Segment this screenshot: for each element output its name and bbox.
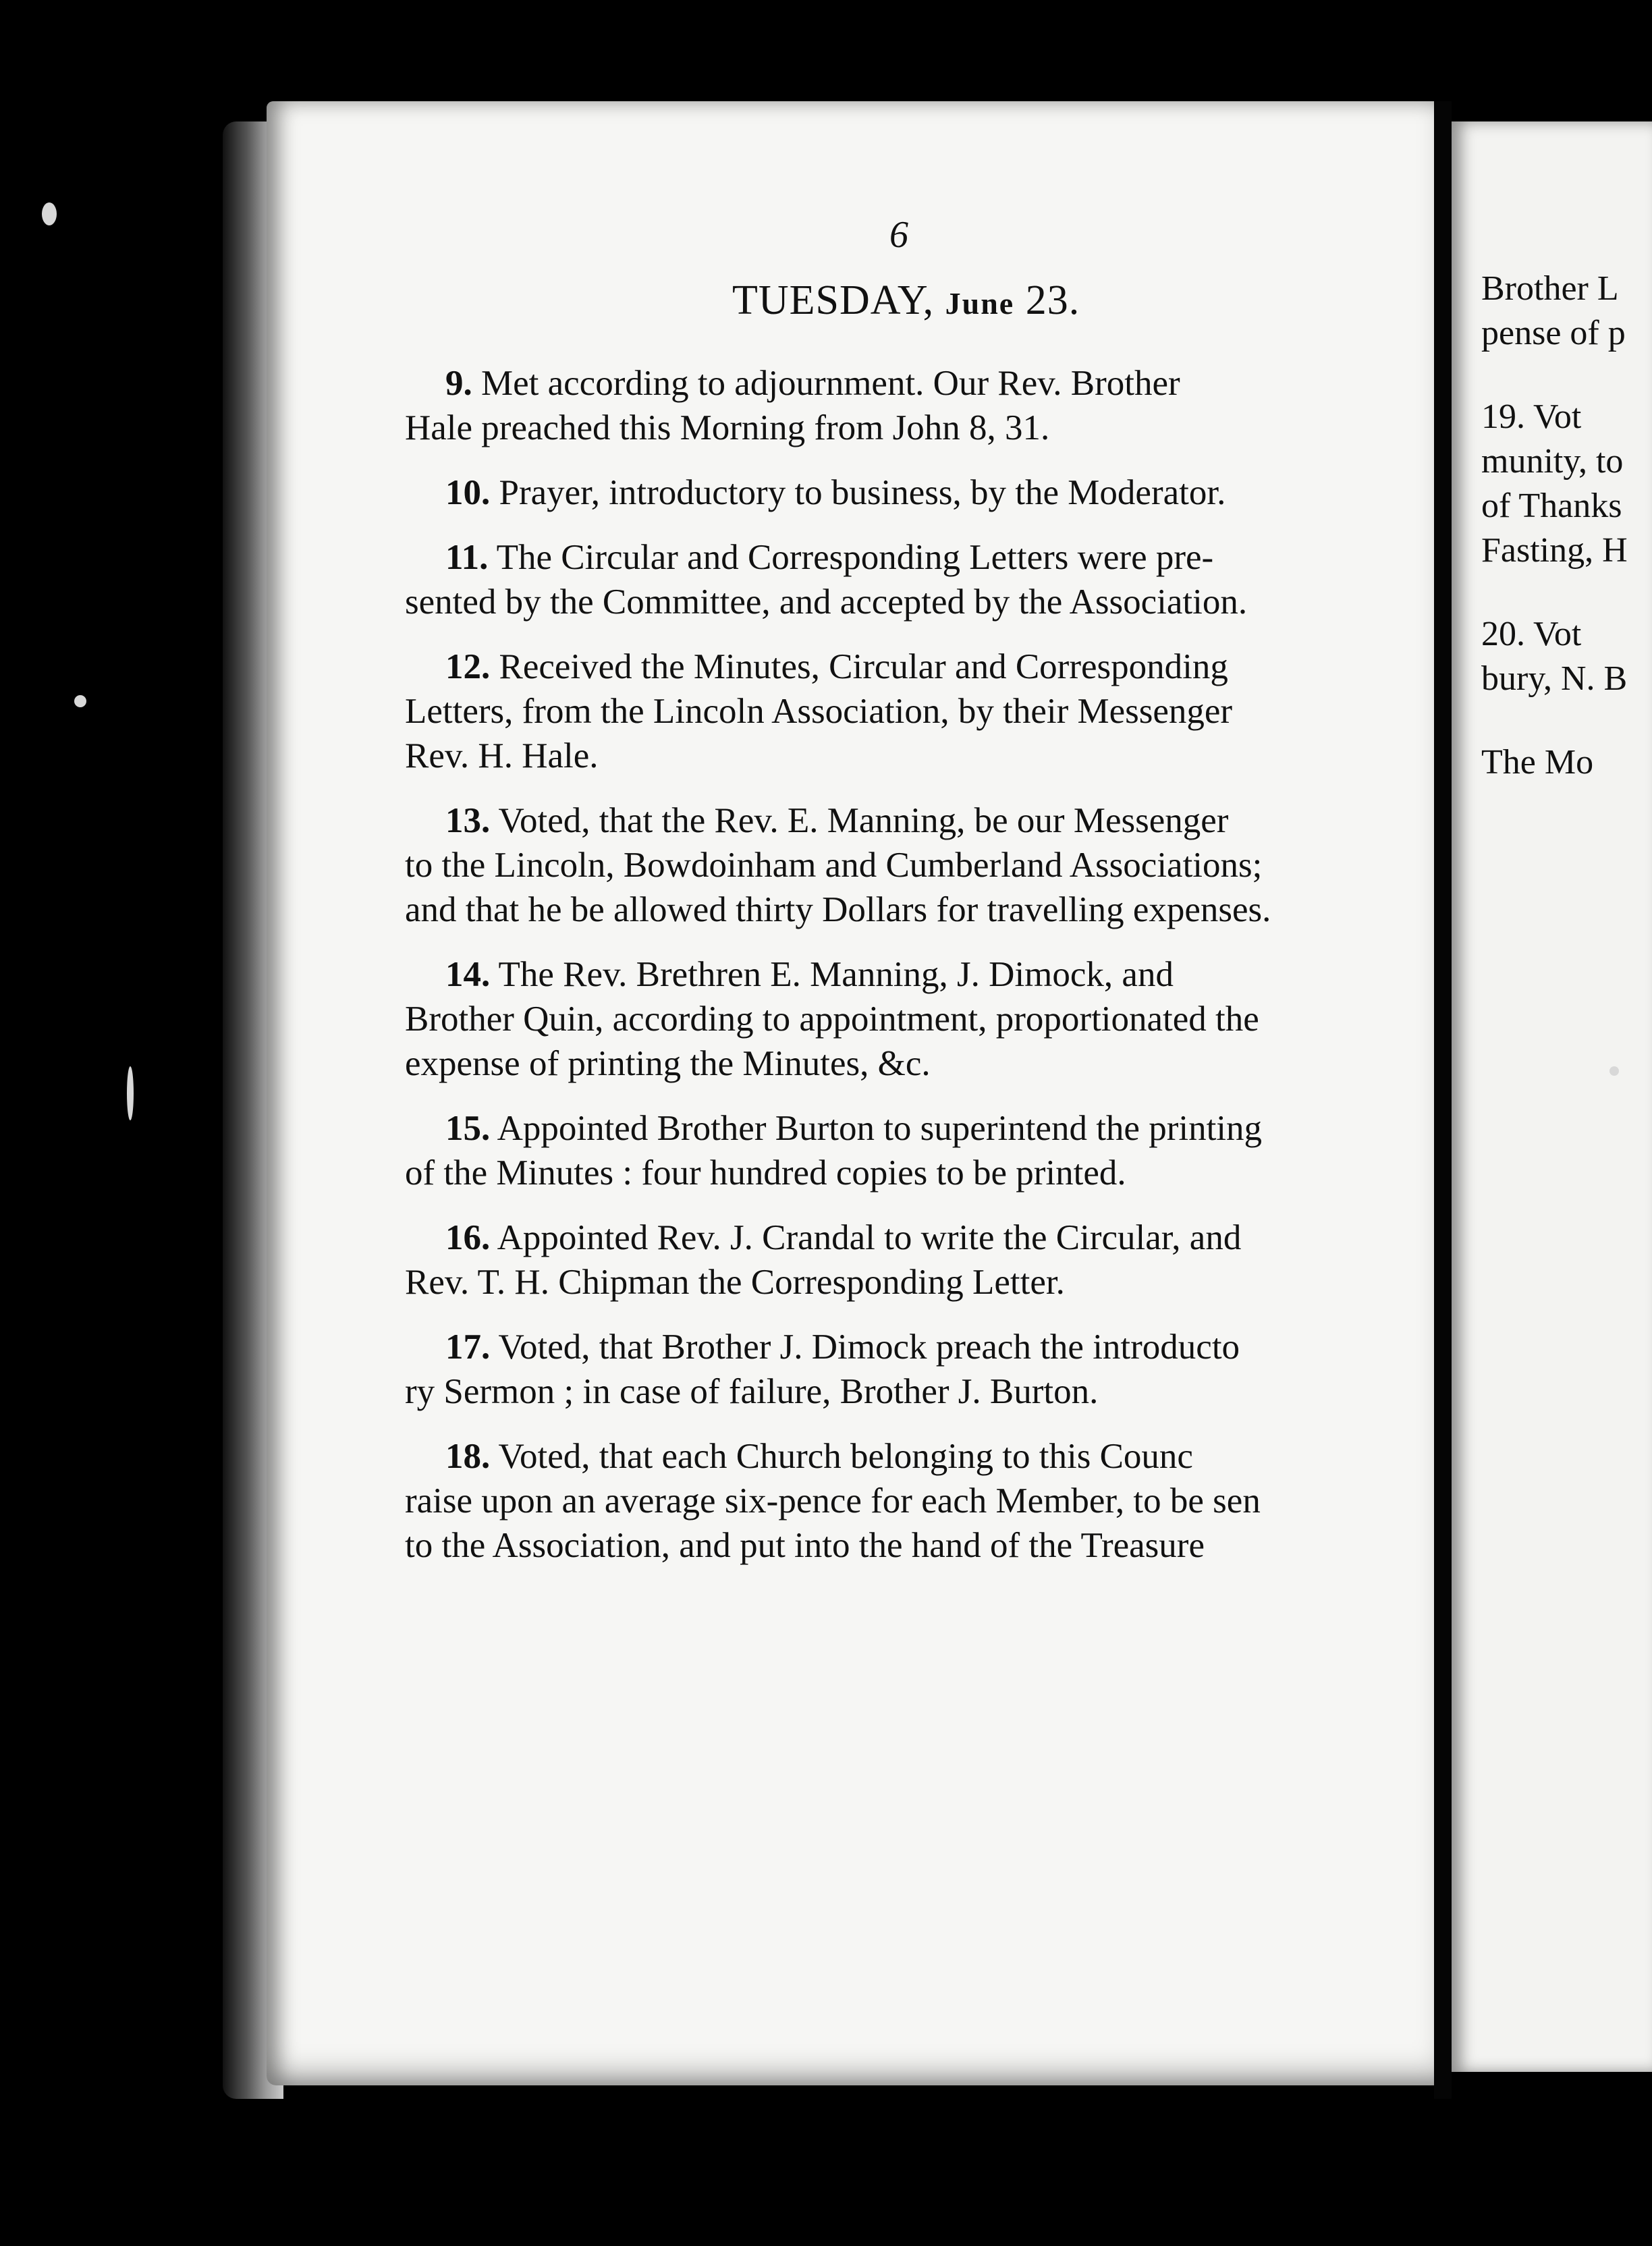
entry-text: Voted, that Brother J. Dimock preach the introducto (498, 1327, 1240, 1367)
facing-line: 20. Vot (1481, 615, 1582, 653)
entry-line (405, 1479, 1424, 1523)
entry-text: The Rev. Brethren E. Manning, J. Dimock, and (498, 955, 1174, 994)
entry-line (405, 406, 1424, 450)
entry-text: Brother Quin, according to appointment, proportionated the (405, 999, 1259, 1039)
entry-line (405, 1369, 1424, 1414)
entry-line (405, 843, 1424, 887)
entry-number: 14. (445, 955, 491, 994)
entry-text: Voted, that the Rev. E. Manning, be our Messenger (498, 801, 1229, 840)
entry-text: Appointed Brother Burton to superintend the printing (497, 1109, 1263, 1148)
entry-line (405, 535, 1424, 580)
minute-entry (405, 361, 1424, 450)
entry-text: to the Association, and put into the hand of the Treasure (405, 1526, 1205, 1565)
minute-entry (405, 952, 1424, 1086)
minute-entry (405, 798, 1424, 932)
minute-entry (405, 535, 1424, 624)
entry-number: 18. (445, 1437, 491, 1476)
entry-line (405, 361, 1424, 406)
entry-line (405, 645, 1424, 689)
dust-speck (42, 202, 57, 225)
facing-gap (1481, 356, 1652, 395)
page-heading (732, 277, 1080, 325)
book-gutter (1434, 101, 1452, 2099)
entry-line (405, 952, 1424, 997)
entry-line (405, 1041, 1424, 1086)
facing-page-text (1481, 267, 1652, 785)
entry-number: 13. (445, 801, 491, 840)
entry-line (405, 580, 1424, 624)
page-number: 6 (889, 214, 908, 256)
minutes-entries (405, 361, 1424, 1588)
entry-line (405, 689, 1424, 734)
entry-text: and that he be allowed thirty Dollars for travelling expenses. (405, 890, 1271, 929)
facing-line: pense of p (1481, 314, 1626, 352)
entry-line (405, 798, 1424, 843)
entry-text: Rev. T. H. Chipman the Corresponding Letter. (405, 1263, 1065, 1302)
entry-text: Met according to adjournment. Our Rev. Brother (481, 364, 1180, 403)
entry-number: 10. (445, 473, 491, 512)
entry-line (405, 1215, 1424, 1260)
entry-line (405, 887, 1424, 932)
minute-entry (405, 1325, 1424, 1414)
entry-text: Received the Minutes, Circular and Corresponding (499, 647, 1228, 686)
facing-line: Brother L (1481, 269, 1619, 308)
entry-text: Hale preached this Morning from John 8, 31. (405, 408, 1050, 447)
entry-text: sented by the Committee, and accepted by the Association. (405, 582, 1248, 622)
entry-text: The Circular and Corresponding Letters were pre- (496, 538, 1214, 577)
entry-line (405, 1523, 1424, 1568)
entry-text: raise upon an average six-pence for each Member, to be sen (405, 1481, 1261, 1521)
entry-text: to the Lincoln, Bowdoinham and Cumberland Associations; (405, 846, 1263, 885)
facing-line: Fasting, H (1481, 531, 1628, 570)
heading-day: TUESDAY, (732, 277, 935, 323)
entry-number: 9. (445, 364, 472, 403)
entry-number: 15. (445, 1109, 491, 1148)
entry-number: 16. (445, 1218, 491, 1257)
dust-speck (1609, 1066, 1619, 1076)
entry-line (405, 1434, 1424, 1479)
entry-number: 17. (445, 1327, 491, 1367)
entry-number: 12. (445, 647, 491, 686)
facing-line: 19. Vot (1481, 398, 1582, 436)
facing-line: bury, N. B (1481, 659, 1628, 698)
facing-gap (1481, 573, 1652, 612)
minute-entry (405, 1215, 1424, 1305)
entry-line (405, 1325, 1424, 1369)
entry-line (405, 1260, 1424, 1305)
minute-entry (405, 470, 1424, 515)
facing-line: of Thanks (1481, 487, 1622, 525)
entry-text: Rev. H. Hale. (405, 736, 599, 775)
entry-text: Letters, from the Lincoln Association, by their Messenger (405, 692, 1233, 731)
dust-speck (74, 695, 86, 707)
entry-line (405, 734, 1424, 778)
heading-month: June (945, 286, 1015, 321)
minute-entry (405, 1434, 1424, 1568)
entry-text: ry Sermon ; in case of failure, Brother J. Burton. (405, 1372, 1099, 1411)
entry-text: expense of printing the Minutes, &c. (405, 1044, 931, 1083)
entry-number: 11. (445, 538, 489, 577)
facing-line: The Mo (1481, 743, 1594, 782)
minute-entry (405, 645, 1424, 778)
entry-line (405, 1151, 1424, 1195)
entry-text: Appointed Rev. J. Crandal to write the Circular, and (497, 1218, 1242, 1257)
entry-line (405, 470, 1424, 515)
entry-line (405, 1106, 1424, 1151)
entry-text: of the Minutes : four hundred copies to be printed. (405, 1153, 1126, 1193)
entry-line (405, 997, 1424, 1041)
heading-date: 23. (1025, 277, 1080, 323)
facing-gap (1481, 701, 1652, 740)
entry-text: Prayer, introductory to business, by the Moderator. (499, 473, 1226, 512)
minute-entry (405, 1106, 1424, 1195)
dust-speck (127, 1066, 134, 1120)
entry-text: Voted, that each Church belonging to this Counc (498, 1437, 1193, 1476)
facing-line: munity, to (1481, 442, 1624, 481)
